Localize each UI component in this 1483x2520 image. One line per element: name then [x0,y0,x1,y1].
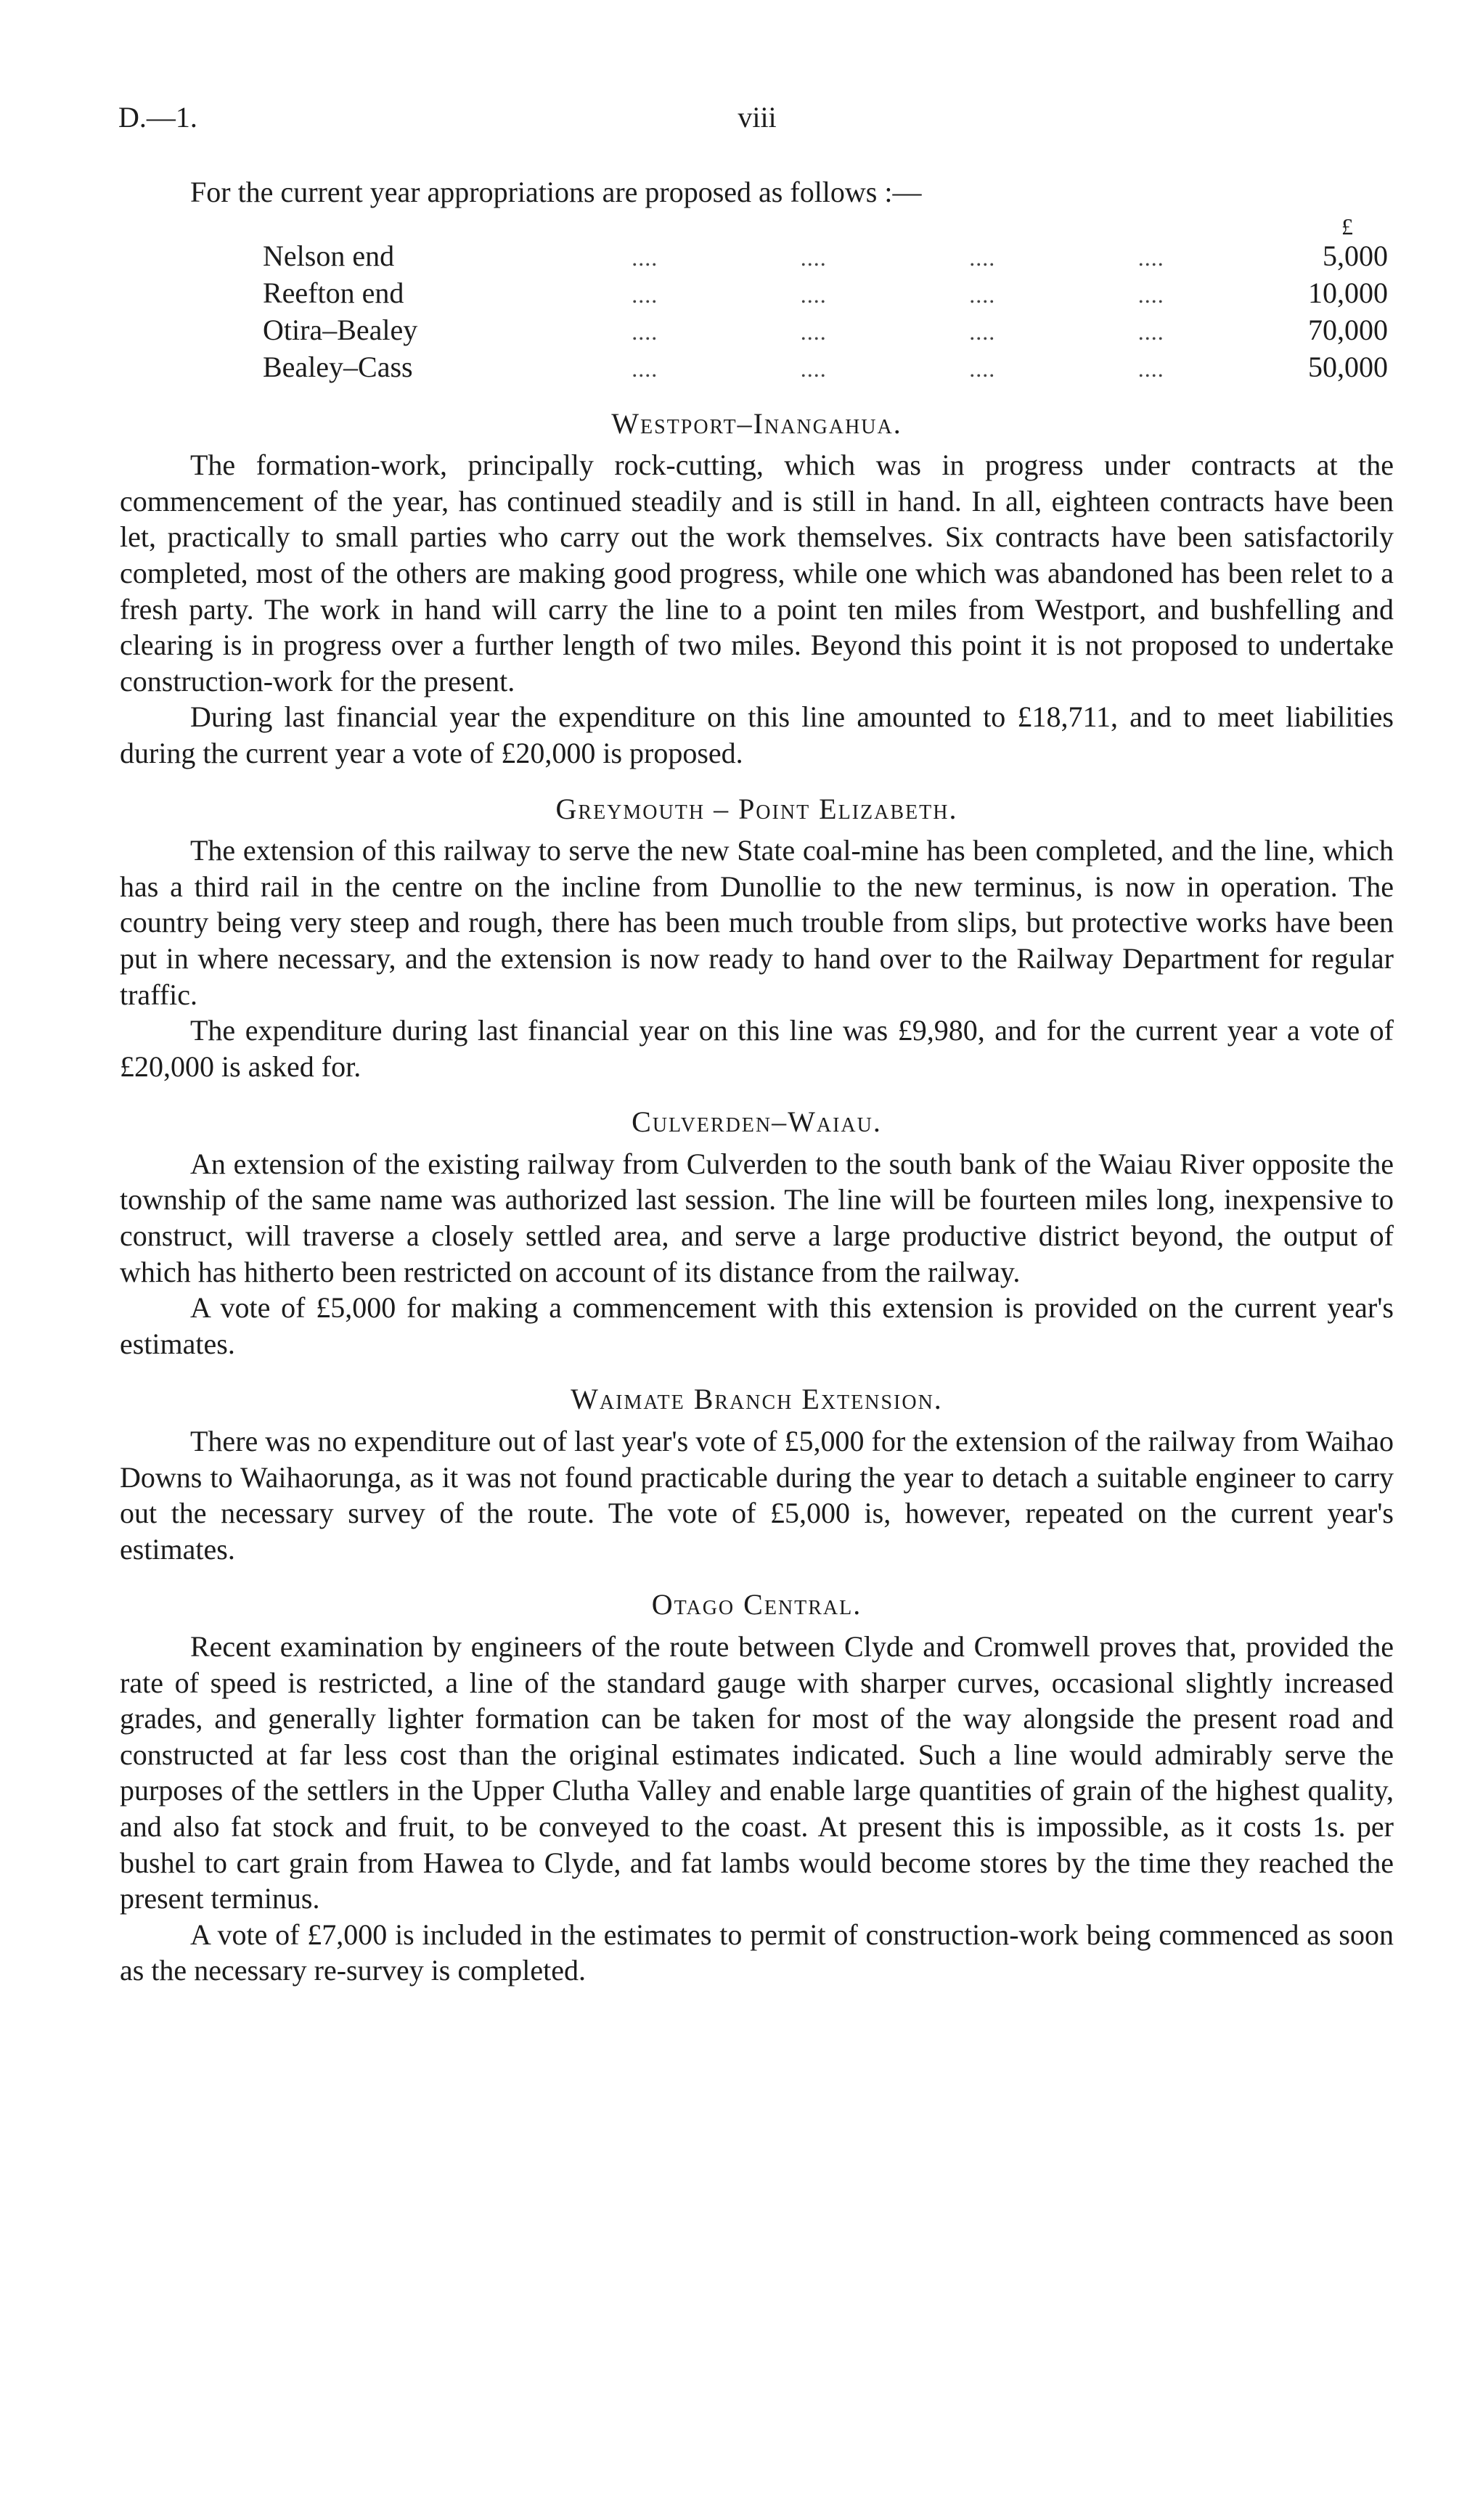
page-header [118,100,1396,144]
section-paragraph: There was no expenditure out of last year's vote of £5,000 for the extension of the railway from Waihao Downs to Waihaorunga, as it was not found practicable during the year to detach a suitable engineer to carry out the necessary survey of the route. The vote of £5,000 is, however, repeated on the current year's estimates. [120,1425,1394,1566]
appropriation-amount: 10,000 [1308,276,1388,309]
section-paragraph: An extension of the existing railway from Culverden to the south bank of the Waiau River opposite the township of the same name was authorized last session. The line will be fourteen miles long, inexpensive to construct, will traverse a closely settled area, and serve a large productive district beyond, the output of which has hitherto been restricted on account of its distance from the railway. [120,1147,1394,1288]
section-heading-waimate-branch-extension: Waimate Branch Extension. [571,1383,943,1416]
appropriation-label: Otira–Bealey [263,313,418,346]
section-paragraph: A vote of £5,000 for making a commencement with this extension is provided on the current year's estimates. [120,1291,1394,1360]
appropriation-amount: 50,000 [1308,350,1388,383]
currency-unit: £ [1341,213,1353,240]
appropriation-row [263,238,1388,275]
appropriations-table [263,213,1388,386]
appropriation-row [263,349,1388,386]
appropriation-row [263,312,1388,349]
page-body [120,174,1394,1989]
section-paragraph: A vote of £7,000 is included in the estimates to permit of construction-work being commenced as soon as the necessary re-survey is completed. [120,1918,1394,1987]
section-heading-culverden-waiau: Culverden–Waiau. [632,1105,882,1139]
section-paragraph: During last financial year the expenditure on this line amounted to £18,711, and to meet liabilities during the current year a vote of £20,000 is proposed. [120,700,1394,769]
section-heading-westport-inangahua: Westport–Inangahua. [611,406,902,440]
appropriations-intro: For the current year appropriations are proposed as follows :— [190,176,922,208]
appropriation-amount: 70,000 [1308,313,1388,346]
appropriation-label: Reefton end [263,276,404,309]
appropriation-label: Nelson end [263,239,395,272]
leader-dots: .... .... .... .... [632,244,1164,271]
appropriation-amount: 5,000 [1323,239,1388,272]
leader-dots: .... .... .... .... [632,355,1164,382]
section-paragraph: The expenditure during last financial year on this line was £9,980, and for the current year a vote of £20,000 is asked for. [120,1014,1394,1083]
section-heading-greymouth-point-elizabeth: Greymouth – Point Elizabeth. [555,792,958,825]
page-number: viii [738,101,777,134]
section-paragraph: Recent examination by engineers of the route between Clyde and Cromwell proves that, provided the rate of speed is restricted, a line of the standard gauge with sharper curves, occasional slightly increased grades, and generally lighter formation can be taken for most of the way alongside the present road and constructed at far less cost than the original estimates indicated. Such a line would admirably serve the purposes of the settlers in the Upper Clutha Valley and enable large quantities of grain of the highest quality, and also fat stock and fruit, to be conveyed to the coast. At present this is impossible, as it costs 1s. per bushel to cart grain from Hawea to Clyde, and fat lambs would become stores by the time they reached the present terminus. [120,1630,1394,1915]
appropriation-row [263,275,1388,312]
section-paragraph: The formation-work, principally rock-cutting, which was in progress under contracts at the commencement of the year, has continued steadily and is still in hand. In all, eighteen contracts have been let, practically to small parties who carry out the work themselves. Six contracts have been satisfactorily completed, most of the others are making good progress, while one which was abandoned has been relet to a fresh party. The work in hand will carry the line to a point ten miles from Westport, and bushfelling and clearing is in progress over a further length of two miles. Beyond this point it is not proposed to undertake construction-work for the present. [120,449,1394,698]
section-paragraph: The extension of this railway to serve the new State coal-mine has been completed, and the line, which has a third rail in the centre on the incline from Dunollie to the new terminus, is now in operation. The country being very steep and rough, there has been much trouble from slips, but protective works have been put in where necessary, and the extension is now ready to hand over to the Railway Department for regular traffic. [120,834,1394,1011]
leader-dots: .... .... .... .... [632,281,1164,308]
document-reference: D.—1. [118,101,197,134]
leader-dots: .... .... .... .... [632,318,1164,345]
appropriation-label: Bealey–Cass [263,350,413,383]
section-heading-otago-central: Otago Central. [651,1588,862,1621]
